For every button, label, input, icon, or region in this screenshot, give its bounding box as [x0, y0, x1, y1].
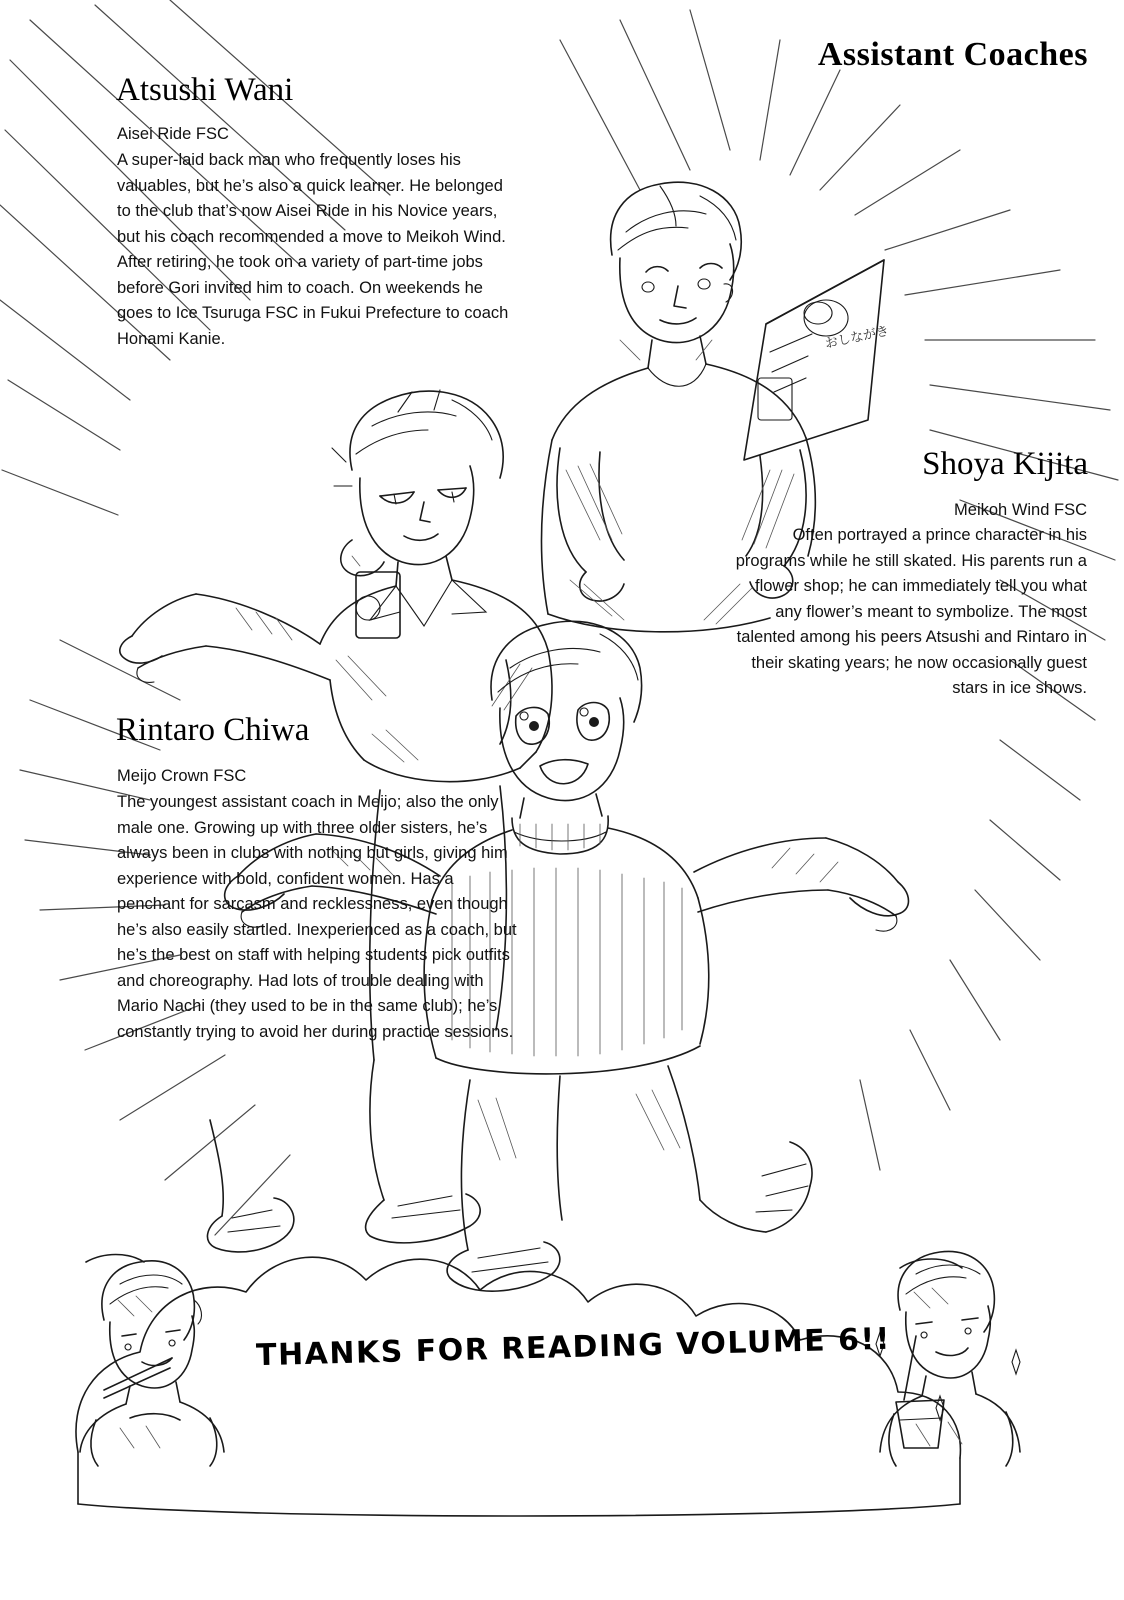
thanks-banner-text: THANKS FOR READING VOLUME 6!!	[255, 1321, 892, 1374]
bottom-cloud-border	[76, 1255, 962, 1517]
character-name-shoya: Shoya Kijita	[922, 446, 1088, 482]
character-club-atsushi: Aisei Ride FSC	[117, 125, 229, 143]
character-bio-shoya	[729, 523, 1087, 702]
chibi-right	[876, 1251, 1020, 1466]
chibi-left	[80, 1261, 224, 1466]
character-bio-atsushi	[117, 148, 521, 352]
character-name-rintaro: Rintaro Chiwa	[116, 712, 310, 748]
bio-text: Often portrayed a prince character in his programs while he still skated. His parents run a flower shop; he can immediately tell you what any flower’s meant to symbolize. The most talented among his peers Atsushi and Rintaro in their skating years; he now occasionally guest stars in ice shows.	[735, 526, 1087, 697]
character-club-rintaro: Meijo Crown FSC	[117, 767, 247, 785]
bio-text: The youngest assistant coach in Meijo; also the only male one. Growing up with three older sisters, he’s always been in clubs with nothing but girls, giving him experience with bold, confident women. Has a penchant for sarcasm and recklessness, even though he’s also easily startled. Inexperienced as a coach, but he’s the best on staff with helping students pick outfits and choreography. Had lots of trouble dealing with Mario Nachi (they used to be in the same club); he’s constantly trying to avoid her during practice sessions.	[117, 793, 517, 1041]
bio-text: A super-laid back man who frequently loses his valuables, but he’s also a quick learner. He belonged to the club that’s now Aisei Ride in his Novice years, but his coach recommended a move to Meikoh Wind. After retiring, he took on a variety of part-time jobs before Gori invited him to coach. On weekends he goes to Ice Tsuruga FSC in Fukui Prefecture to coach Honami Kanie.	[117, 151, 509, 348]
character-club-shoya: Meikoh Wind FSC	[954, 501, 1087, 519]
character-name-atsushi: Atsushi Wani	[116, 72, 294, 108]
svg-text:おしながき: おしながき	[823, 323, 891, 352]
page-title: Assistant Coaches	[817, 36, 1088, 73]
character-bio-rintaro	[117, 790, 521, 1045]
